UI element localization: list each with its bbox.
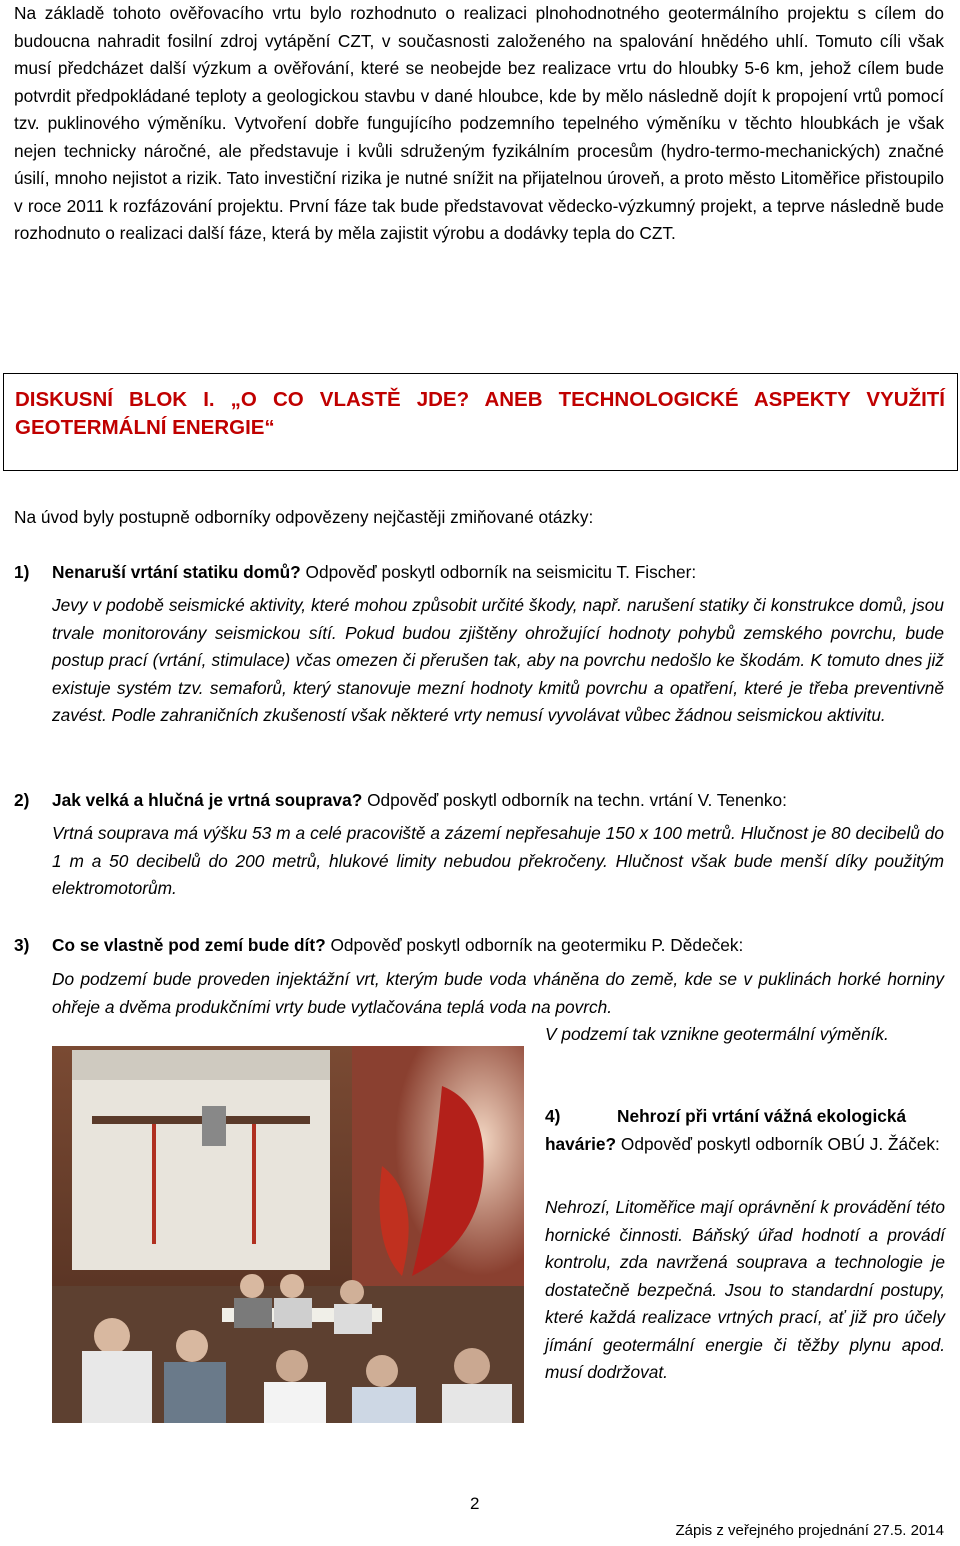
answer-2: Vrtná souprava má výšku 53 m a celé pracoviště a zázemí nepřesahuje 150 x 100 metrů. Hlučnost je 80 decibelů do 1 m a 50 decibelů do 200 metrů, hlukové limity nebudou překročeny. Hlučnost však bude menší díky použitým elektromotorům. <box>52 823 944 898</box>
question-4 <box>545 1103 945 1158</box>
question-responder: Odpověď poskytl odborník na techn. vrtání V. Tenenko: <box>362 790 787 810</box>
intro-paragraph: Na základě tohoto ověřovacího vrtu bylo rozhodnuto o realizaci plnohodnotného geotermálního projektu s cílem do budoucna nahradit fosilní zdroj vytápění CZT, v současnosti založeného na spalování hnědého uhlí. Tomuto cíli však musí předcházet další výzkum a ověřování, které se neobejde bez realizace vrtu do hloubky 5-6 km, jehož cílem bude potvrdit předpokládané teploty a geologickou stavbu v dané hloubce, kde by mělo následně dojít k propojení vrtů pomocí tzv. puklinového výměníku. Vytvoření dobře fungujícího podzemního tepelného výměníku v těchto hloubkách je však nejen technicky náročné, ale představuje i kvůli sdruženým fyzikálním procesům (hydro-termo-mechanických) značné úsilí, mnoho nejistot a rizik. Tato investiční rizika je nutné snížit na přijatelnou úroveň, a proto město Litoměřice přistoupilo v roce 2011 k rozfázování projektu. První fáze tak bude představovat vědecko-výzkumný projekt, a teprve následně bude rozhodnuto o realizaci další fáze, která by měla zajistit výrobu a dodávky tepla do CZT. <box>14 3 944 243</box>
answer-1: Jevy v podobě seismické aktivity, které mohou způsobit určité škody, např. narušení statiky či konstrukce domů, jsou trvale monitorovány seismickou sítí. Pokud budou zjištěny ohrožující hodnoty pohybů zemského povrchu, bude postup prací (vrtání, stimulace) včas omezen či přerušen tak, aby na povrchu nedošlo ke škodám. K tomuto dnes již existuje systém tzv. semaforů, který stanovuje mezní hodnoty kmitů povrchu a opatření, které je třeba preventivně zavést. Podle zahraničních zkušeností však některé vrty nemusí vyvolávat vůbec žádnou seismickou aktivitu. <box>52 595 944 725</box>
question-number: 1) <box>14 562 30 582</box>
discussion-block-title: DISKUSNÍ BLOK I. „O CO VLASTĚ JDE? ANEB TECHNOLOGICKÉ ASPEKTY VYUŽITÍ GEOTERMÁLNÍ ENERGIE“ <box>15 388 945 439</box>
question-responder: Odpověď poskytl odborník OBÚ J. Žáček: <box>616 1133 940 1154</box>
lead-sentence: Na úvod byly postupně odborníky odpovězeny nejčastěji zmiňované otázky: <box>14 507 594 527</box>
question-1 <box>14 559 944 586</box>
question-number: 2) <box>14 790 30 810</box>
conference-photo <box>52 1046 524 1423</box>
question-responder: Odpověď poskytl odborník na geotermiku P. Dědeček: <box>325 935 744 955</box>
page-number: 2 <box>470 1494 480 1513</box>
question-responder: Odpověď poskytl odborník na seismicitu T. Fischer: <box>300 562 697 582</box>
answer-3-tail: V podzemí tak vznikne geotermální výměník. <box>545 1024 889 1044</box>
answer-4: Nehrozí, Litoměřice mají oprávnění k provádění této hornické činnosti. Báňský úřad hodnotí a provádí kontrolu, zda navržená souprava a technologie je dostatečně bezpečná. Jsou to standardní postupy, které každá realizace vrtných prací, ať již pro účely jímání geotermální energie či těžby plynu apod. musí dodržovat. <box>545 1197 945 1382</box>
question-text: Nehrozí při vrtání vážná ekologická havárie? <box>545 1106 907 1154</box>
footer-text: Zápis z veřejného projednání 27.5. 2014 <box>675 1522 944 1539</box>
answer-3: Do podzemí bude proveden injektážní vrt, kterým bude voda vháněna do země, kde se v puklinách horké horniny ohřeje a dvěma produkčními vrty bude vytlačována teplá voda na povrch. <box>52 969 944 1017</box>
question-text: Co se vlastně pod zemí bude dít? <box>52 935 326 955</box>
question-number: 3) <box>14 935 30 955</box>
question-3 <box>14 932 944 959</box>
question-text: Jak velká a hlučná je vrtná souprava? <box>52 790 363 810</box>
discussion-block-box <box>3 373 958 471</box>
question-2 <box>14 787 944 814</box>
question-text: Nenaruší vrtání statiku domů? <box>52 562 301 582</box>
question-number: 4) <box>545 1106 561 1126</box>
